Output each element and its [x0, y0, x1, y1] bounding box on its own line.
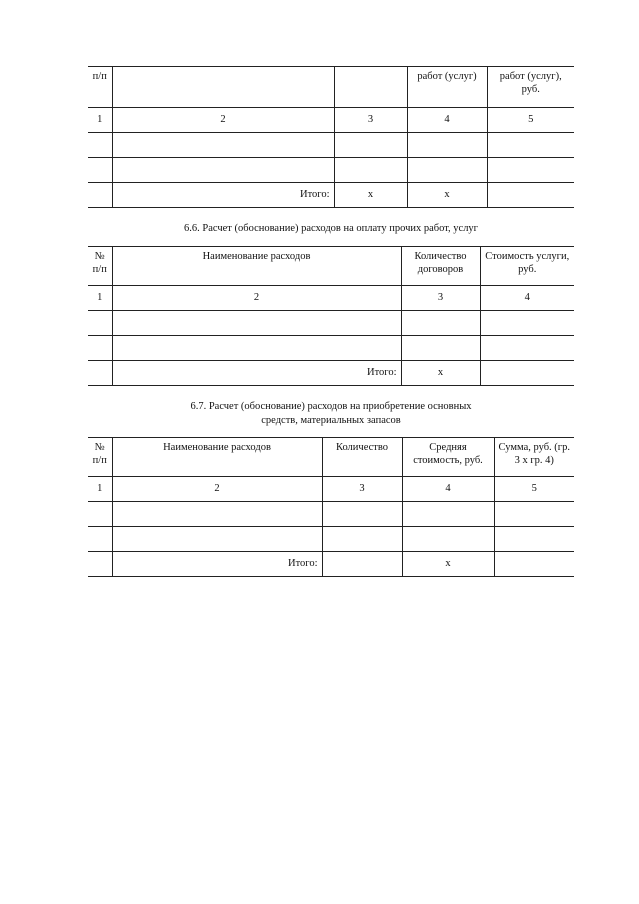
column-number-row [88, 286, 574, 311]
column-number-3: 3 [322, 477, 402, 502]
section-6-7-caption: 6.7. Расчет (обоснование) расходов на приобретение основных средств, материальных запасов [190, 401, 472, 426]
table-cell [88, 336, 112, 361]
table-row [88, 311, 574, 336]
column-number-1: 1 [88, 108, 112, 133]
table-row [88, 158, 574, 183]
table-cell [112, 527, 322, 552]
header-cell-number: № п/п [88, 247, 112, 286]
column-number-row [88, 477, 574, 502]
column-number-2: 2 [112, 286, 401, 311]
total-col5 [487, 183, 574, 208]
table-cell [487, 158, 574, 183]
column-number-5: 5 [487, 108, 574, 133]
column-number-5: 5 [494, 477, 574, 502]
table-cell [88, 311, 112, 336]
header-cell-col5: работ (услуг), руб. [487, 67, 574, 108]
table-cell [88, 158, 112, 183]
column-number-3: 3 [401, 286, 480, 311]
column-number-2: 2 [112, 477, 322, 502]
total-label: Итого: [112, 361, 401, 386]
table-row [88, 527, 574, 552]
table-cell [88, 527, 112, 552]
header-cell-quantity: Количество [322, 438, 402, 477]
total-contracts: x [401, 361, 480, 386]
header-cell-name: Наименование расходов [112, 247, 401, 286]
header-cell-cost: Стоимость услуги, руб. [480, 247, 574, 286]
header-cell-col3 [334, 67, 407, 108]
header-cell-name [112, 67, 334, 108]
table-cell [112, 311, 401, 336]
table-cell [112, 502, 322, 527]
header-cell-average-cost: Средняя стоимость, руб. [402, 438, 494, 477]
table-header-row [88, 438, 574, 477]
table-cell [112, 336, 401, 361]
total-row [88, 183, 574, 208]
column-number-4: 4 [402, 477, 494, 502]
table-cell [88, 183, 112, 208]
table-6-7 [88, 437, 574, 577]
section-6-6-caption: 6.6. Расчет (обоснование) расходов на оплату прочих работ, услуг [184, 223, 478, 234]
total-col3: x [334, 183, 407, 208]
header-cell-contracts: Количество договоров [401, 247, 480, 286]
table-cell [494, 527, 574, 552]
table-cell [401, 336, 480, 361]
column-number-row [88, 108, 574, 133]
total-average-cost: x [402, 552, 494, 577]
total-label: Итого: [112, 183, 334, 208]
total-quantity [322, 552, 402, 577]
table-cell [402, 502, 494, 527]
total-row [88, 552, 574, 577]
header-cell-number: № п/п [88, 438, 112, 477]
header-cell-col4: работ (услуг) [407, 67, 487, 108]
table-cell [112, 158, 334, 183]
column-number-3: 3 [334, 108, 407, 133]
column-number-1: 1 [88, 477, 112, 502]
total-sum [494, 552, 574, 577]
table-header-row [88, 67, 574, 108]
table-cell [334, 158, 407, 183]
table-cell [480, 311, 574, 336]
table-cell [322, 502, 402, 527]
table-6-6 [88, 246, 574, 386]
table-cell [487, 133, 574, 158]
table-cell [402, 527, 494, 552]
table-cell [407, 133, 487, 158]
header-cell-name: Наименование расходов [112, 438, 322, 477]
total-col4: x [407, 183, 487, 208]
table-row [88, 502, 574, 527]
table-row [88, 133, 574, 158]
table-cell [334, 133, 407, 158]
table-cell [494, 502, 574, 527]
table-cell [88, 552, 112, 577]
total-cost [480, 361, 574, 386]
header-cell-number: п/п [88, 67, 112, 108]
header-cell-sum: Сумма, руб. (гр. 3 x гр. 4) [494, 438, 574, 477]
table-cell [88, 133, 112, 158]
table-header-row [88, 247, 574, 286]
table-cell [88, 502, 112, 527]
table-row [88, 336, 574, 361]
column-number-1: 1 [88, 286, 112, 311]
table-cell [88, 361, 112, 386]
total-label: Итого: [112, 552, 322, 577]
column-number-4: 4 [407, 108, 487, 133]
table-cell [480, 336, 574, 361]
column-number-2: 2 [112, 108, 334, 133]
table-cell [401, 311, 480, 336]
table-cell [112, 133, 334, 158]
table-cell [407, 158, 487, 183]
column-number-4: 4 [480, 286, 574, 311]
table-continued [88, 66, 574, 208]
table-cell [322, 527, 402, 552]
total-row [88, 361, 574, 386]
